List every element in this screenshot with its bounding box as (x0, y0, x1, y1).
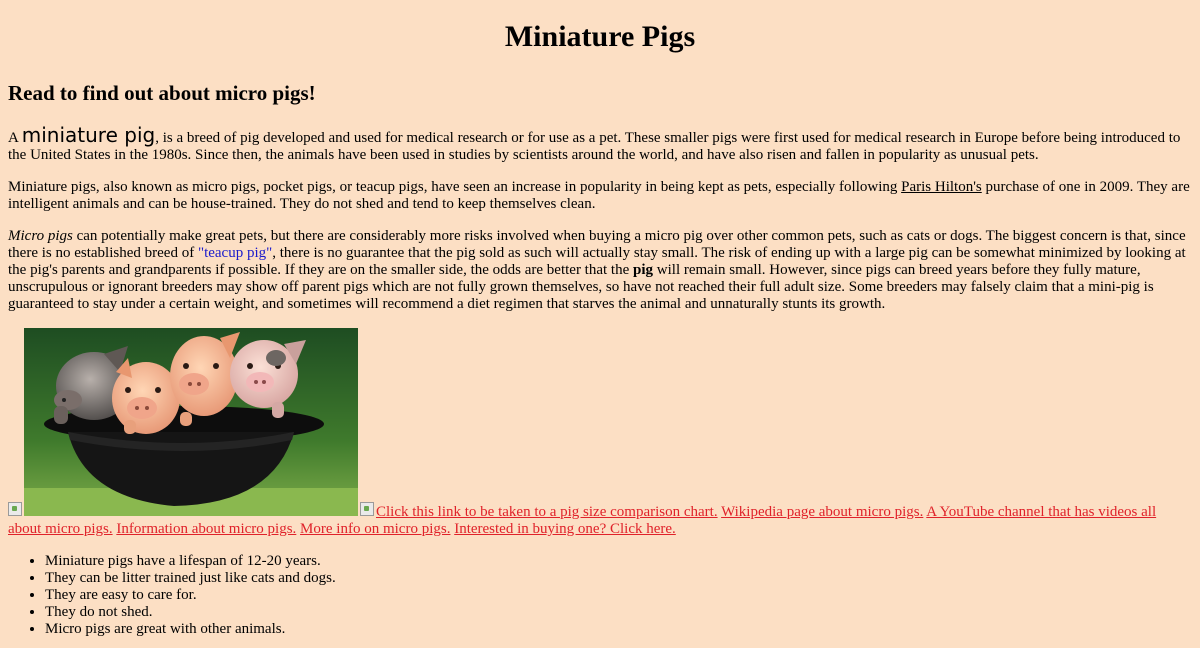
teacup-pig-term: "teacup pig" (197, 245, 273, 261)
risks-text-1: can potentially make great pets, but there are considerably more risks involved when buying a micro pig over other common pets, such as cats or dogs. The biggest concern is that, since there is no established breed of (8, 228, 1186, 261)
buy-one-link[interactable]: Interested in buying one? Click here. (454, 521, 676, 537)
more-info-link[interactable]: More info on micro pigs. (300, 521, 451, 537)
intro-lead: A (8, 130, 22, 146)
popularity-text-before: Miniature pigs, also known as micro pigs, pocket pigs, or teacup pigs, have seen an increase in popularity in being kept as pets, especially following (8, 179, 902, 195)
popularity-text-after: purchase of one in 2009. They are intelligent animals and can be house-trained. They do not shed and tend to keep themselves clean. (8, 179, 1190, 212)
risks-text-3: will remain small. However, since pigs can breed years before they fully mature, unscrupulous or ignorant breeders may show off parent pigs which are not fully grown themselves, so have not reached their full adult size. Some breeders may falsely claim that a mini-pig is guaranteed to stay under a certain weight, and sometimes will recommend a diet regimen that starves the animal and unnaturally stunts its growth. (8, 262, 1154, 312)
list-item: • Micro pigs are great with other animals. (45, 621, 1192, 638)
broken-image-icon (8, 502, 22, 516)
broken-image-icon (360, 502, 374, 516)
popularity-paragraph (8, 179, 1192, 213)
wikipedia-link[interactable]: Wikipedia page about micro pigs. (721, 504, 924, 520)
risks-italic-term: Micro pigs (8, 228, 73, 244)
page (0, 18, 1200, 638)
list-item: • They do not shed. (45, 604, 1192, 621)
youtube-channel-link[interactable]: A YouTube channel that has videos all about micro pigs. (8, 504, 1157, 537)
facts-list (8, 553, 1192, 638)
page-subtitle: Read to find out about micro pigs! (8, 81, 316, 105)
pig-size-chart-link[interactable]: Click this link to be taken to a pig size comparison chart. (376, 504, 718, 520)
list-item: • They are easy to care for. (45, 587, 1192, 604)
risks-paragraph (8, 228, 1192, 313)
intro-text: , is a breed of pig developed and used for medical research or for use as a pet. These smaller pigs were first used for medical research in Europe before being introduced to the United States in the 1980s. Since then, the animals have been used in studies by scientists around the world, and have also risen and fallen in popularity as unusual pets. (8, 130, 1181, 163)
intro-big-term: miniature pig (21, 123, 156, 147)
info-link[interactable]: Information about micro pigs. (116, 521, 297, 537)
pigs-in-hat-photo (24, 328, 358, 516)
risks-text-2: , there is no guarantee that the pig sold as such will actually stay small. The risk of ending up with a large pig can be somewhat minimized by looking at the pig's parents and grandparents if possible. If they are on the smaller side, the odds are better that the (8, 245, 1186, 278)
list-item: • Miniature pigs have a lifespan of 12-20 years. (45, 553, 1192, 570)
page-title: Miniature Pigs (504, 20, 696, 53)
intro-paragraph (8, 123, 1192, 164)
links-block (8, 328, 1192, 538)
list-item: • They can be litter trained just like cats and dogs. (45, 570, 1192, 587)
paris-hilton-link[interactable]: Paris Hilton's (901, 179, 982, 195)
risks-bold-term: pig (633, 262, 654, 278)
